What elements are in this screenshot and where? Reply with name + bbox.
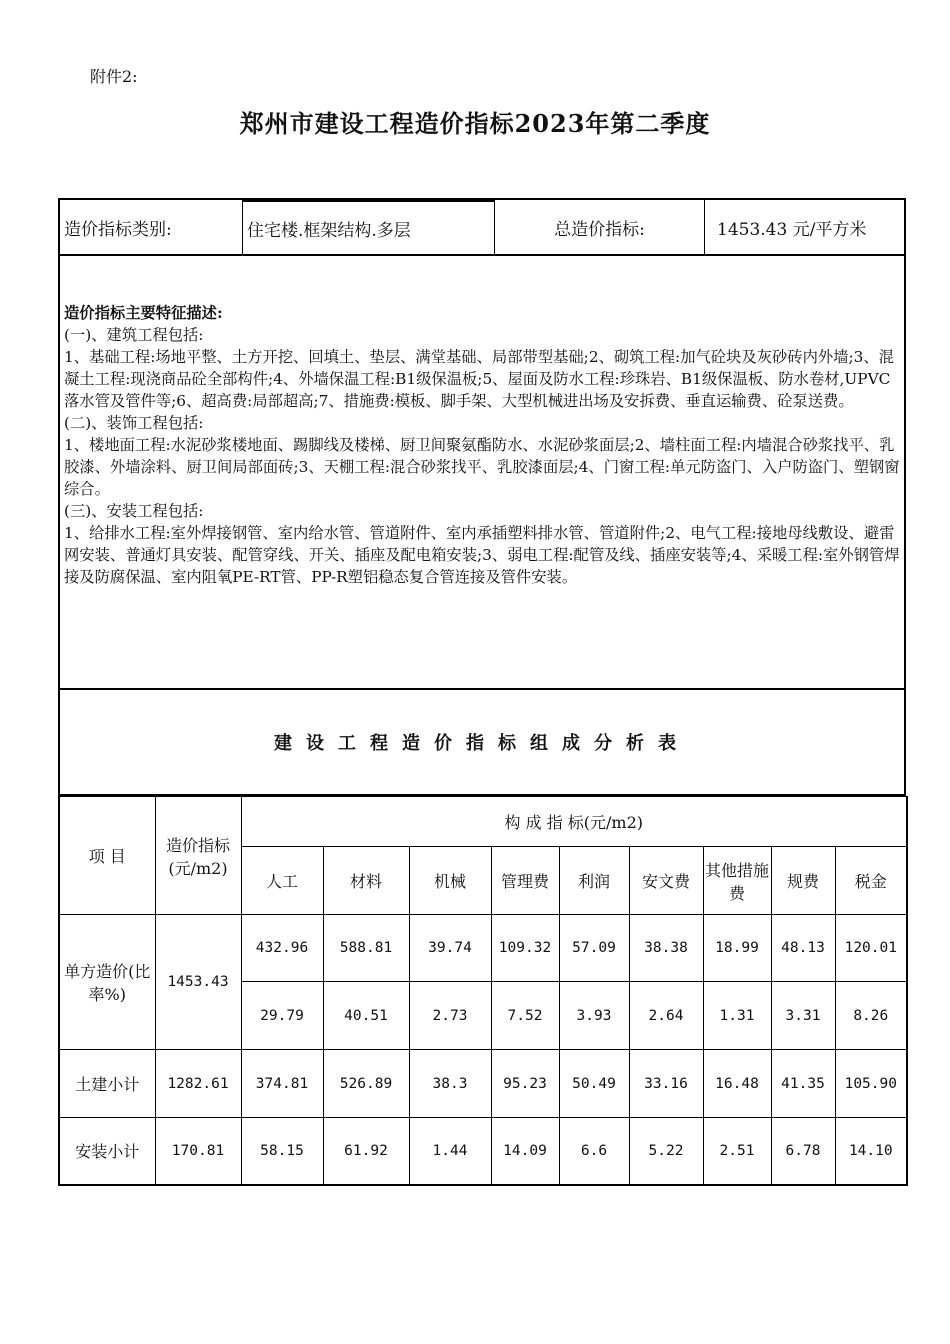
description-paragraph: (一)、建筑工程包括: (64, 326, 204, 344)
category-label: 造价指标类别: (60, 200, 243, 254)
component-header: 安文费 (629, 847, 703, 915)
civil-value: 33.16 (629, 1050, 703, 1118)
civil-value: 16.48 (703, 1050, 771, 1118)
description-heading: 造价指标主要特征描述: (64, 304, 223, 322)
civil-value: 38.3 (409, 1050, 491, 1118)
component-header: 税金 (835, 847, 907, 915)
feature-description (58, 256, 906, 690)
unit-value: 18.99 (703, 915, 771, 982)
component-header: 人工 (241, 847, 323, 915)
description-paragraph: (三)、安装工程包括: (64, 502, 204, 520)
civil-value: 41.35 (771, 1050, 835, 1118)
composition-header: 构 成 指 标(元/m2) (241, 797, 907, 847)
component-header: 材料 (323, 847, 409, 915)
unit-value: 120.01 (835, 915, 907, 982)
unit-ratio: 1.31 (703, 982, 771, 1050)
category-value: 住宅楼.框架结构.多层 (243, 200, 495, 254)
install-value: 2.51 (703, 1118, 771, 1185)
unit-ratio: 2.73 (409, 982, 491, 1050)
unit-ratio: 3.31 (771, 982, 835, 1050)
description-paragraph: 1、楼地面工程:水泥砂浆楼地面、踢脚线及楼梯、厨卫间聚氨酯防水、水泥砂浆面层;2、墙柱面工程:内墙混合砂浆找平、乳胶漆、外墙涂料、厨卫间局部面砖;3、天棚工程:混合砂浆找平、乳胶漆面层;4、门窗工程:单元防盗门、入户防盗门、塑钢窗综合。 (64, 436, 900, 498)
component-header: 机械 (409, 847, 491, 915)
table-row (59, 1118, 907, 1185)
total-label: 总造价指标: (495, 200, 705, 254)
install-total: 170.81 (155, 1118, 241, 1185)
table-row (59, 915, 907, 982)
unit-ratio: 7.52 (491, 982, 559, 1050)
description-paragraph: 1、基础工程:场地平整、土方开挖、回填土、垫层、满堂基础、局部带型基础;2、砌筑工程:加气砼块及灰砂砖内外墙;3、混凝土工程:现浇商品砼全部构件;4、外墙保温工程:B1级保温板;5、屋面及防水工程:珍珠岩、B1级保温板、防水卷材,UPVC落水管及管件等;6、超高费:局部超高;7、措施费:模板、脚手架、大型机械进出场及安拆费、垂直运输费、砼泵送费。 (64, 348, 894, 410)
unit-value: 57.09 (559, 915, 629, 982)
summary-header (58, 198, 906, 256)
install-value: 6.78 (771, 1118, 835, 1185)
install-value: 14.10 (835, 1118, 907, 1185)
unit-value: 38.38 (629, 915, 703, 982)
unit-value: 39.74 (409, 915, 491, 982)
index-header: 造价指标(元/m2) (155, 797, 241, 915)
unit-ratio: 2.64 (629, 982, 703, 1050)
unit-ratio: 3.93 (559, 982, 629, 1050)
install-value: 14.09 (491, 1118, 559, 1185)
civil-label: 土建小计 (59, 1050, 155, 1118)
unit-ratio: 8.26 (835, 982, 907, 1050)
item-header: 项 目 (59, 797, 155, 915)
unit-value: 48.13 (771, 915, 835, 982)
unit-row-label: 单方造价(比率%) (59, 915, 155, 1050)
install-value: 1.44 (409, 1118, 491, 1185)
install-value: 6.6 (559, 1118, 629, 1185)
unit-value: 432.96 (241, 915, 323, 982)
description-paragraph: (二)、装饰工程包括: (64, 414, 204, 432)
civil-value: 526.89 (323, 1050, 409, 1118)
document-title: 郑州市建设工程造价指标2023年第二季度 (239, 109, 711, 138)
attachment-label: 附件2: (90, 67, 138, 86)
civil-total: 1282.61 (155, 1050, 241, 1118)
analysis-title: 建设工程造价指标组成分析表 (58, 688, 906, 796)
install-value: 61.92 (323, 1118, 409, 1185)
install-value: 5.22 (629, 1118, 703, 1185)
total-value: 1453.43 元/平方米 (717, 219, 867, 240)
civil-value: 105.90 (835, 1050, 907, 1118)
component-header: 规费 (771, 847, 835, 915)
unit-value: 109.32 (491, 915, 559, 982)
table-row (59, 1050, 907, 1118)
install-value: 58.15 (241, 1118, 323, 1185)
unit-total: 1453.43 (155, 915, 241, 1050)
unit-value: 588.81 (323, 915, 409, 982)
civil-value: 50.49 (559, 1050, 629, 1118)
civil-value: 374.81 (241, 1050, 323, 1118)
component-header: 其他措施费 (703, 847, 771, 915)
install-label: 安装小计 (59, 1118, 155, 1185)
unit-ratio: 29.79 (241, 982, 323, 1050)
component-header: 利润 (559, 847, 629, 915)
description-paragraph: 1、给排水工程:室外焊接钢管、室内给水管、管道附件、室内承插塑料排水管、管道附件;2、电气工程:接地母线敷设、避雷网安装、普通灯具安装、配管穿线、开关、插座及配电箱安装;3、弱电工程:配管及线、插座安装等;4、采暖工程:室外钢管焊接及防腐保温、室内阻氧PE-RT管、PP-R塑铝稳态复合管连接及管件安装。 (64, 524, 900, 586)
analysis-table (58, 796, 908, 1186)
component-header: 管理费 (491, 847, 559, 915)
civil-value: 95.23 (491, 1050, 559, 1118)
unit-ratio: 40.51 (323, 982, 409, 1050)
